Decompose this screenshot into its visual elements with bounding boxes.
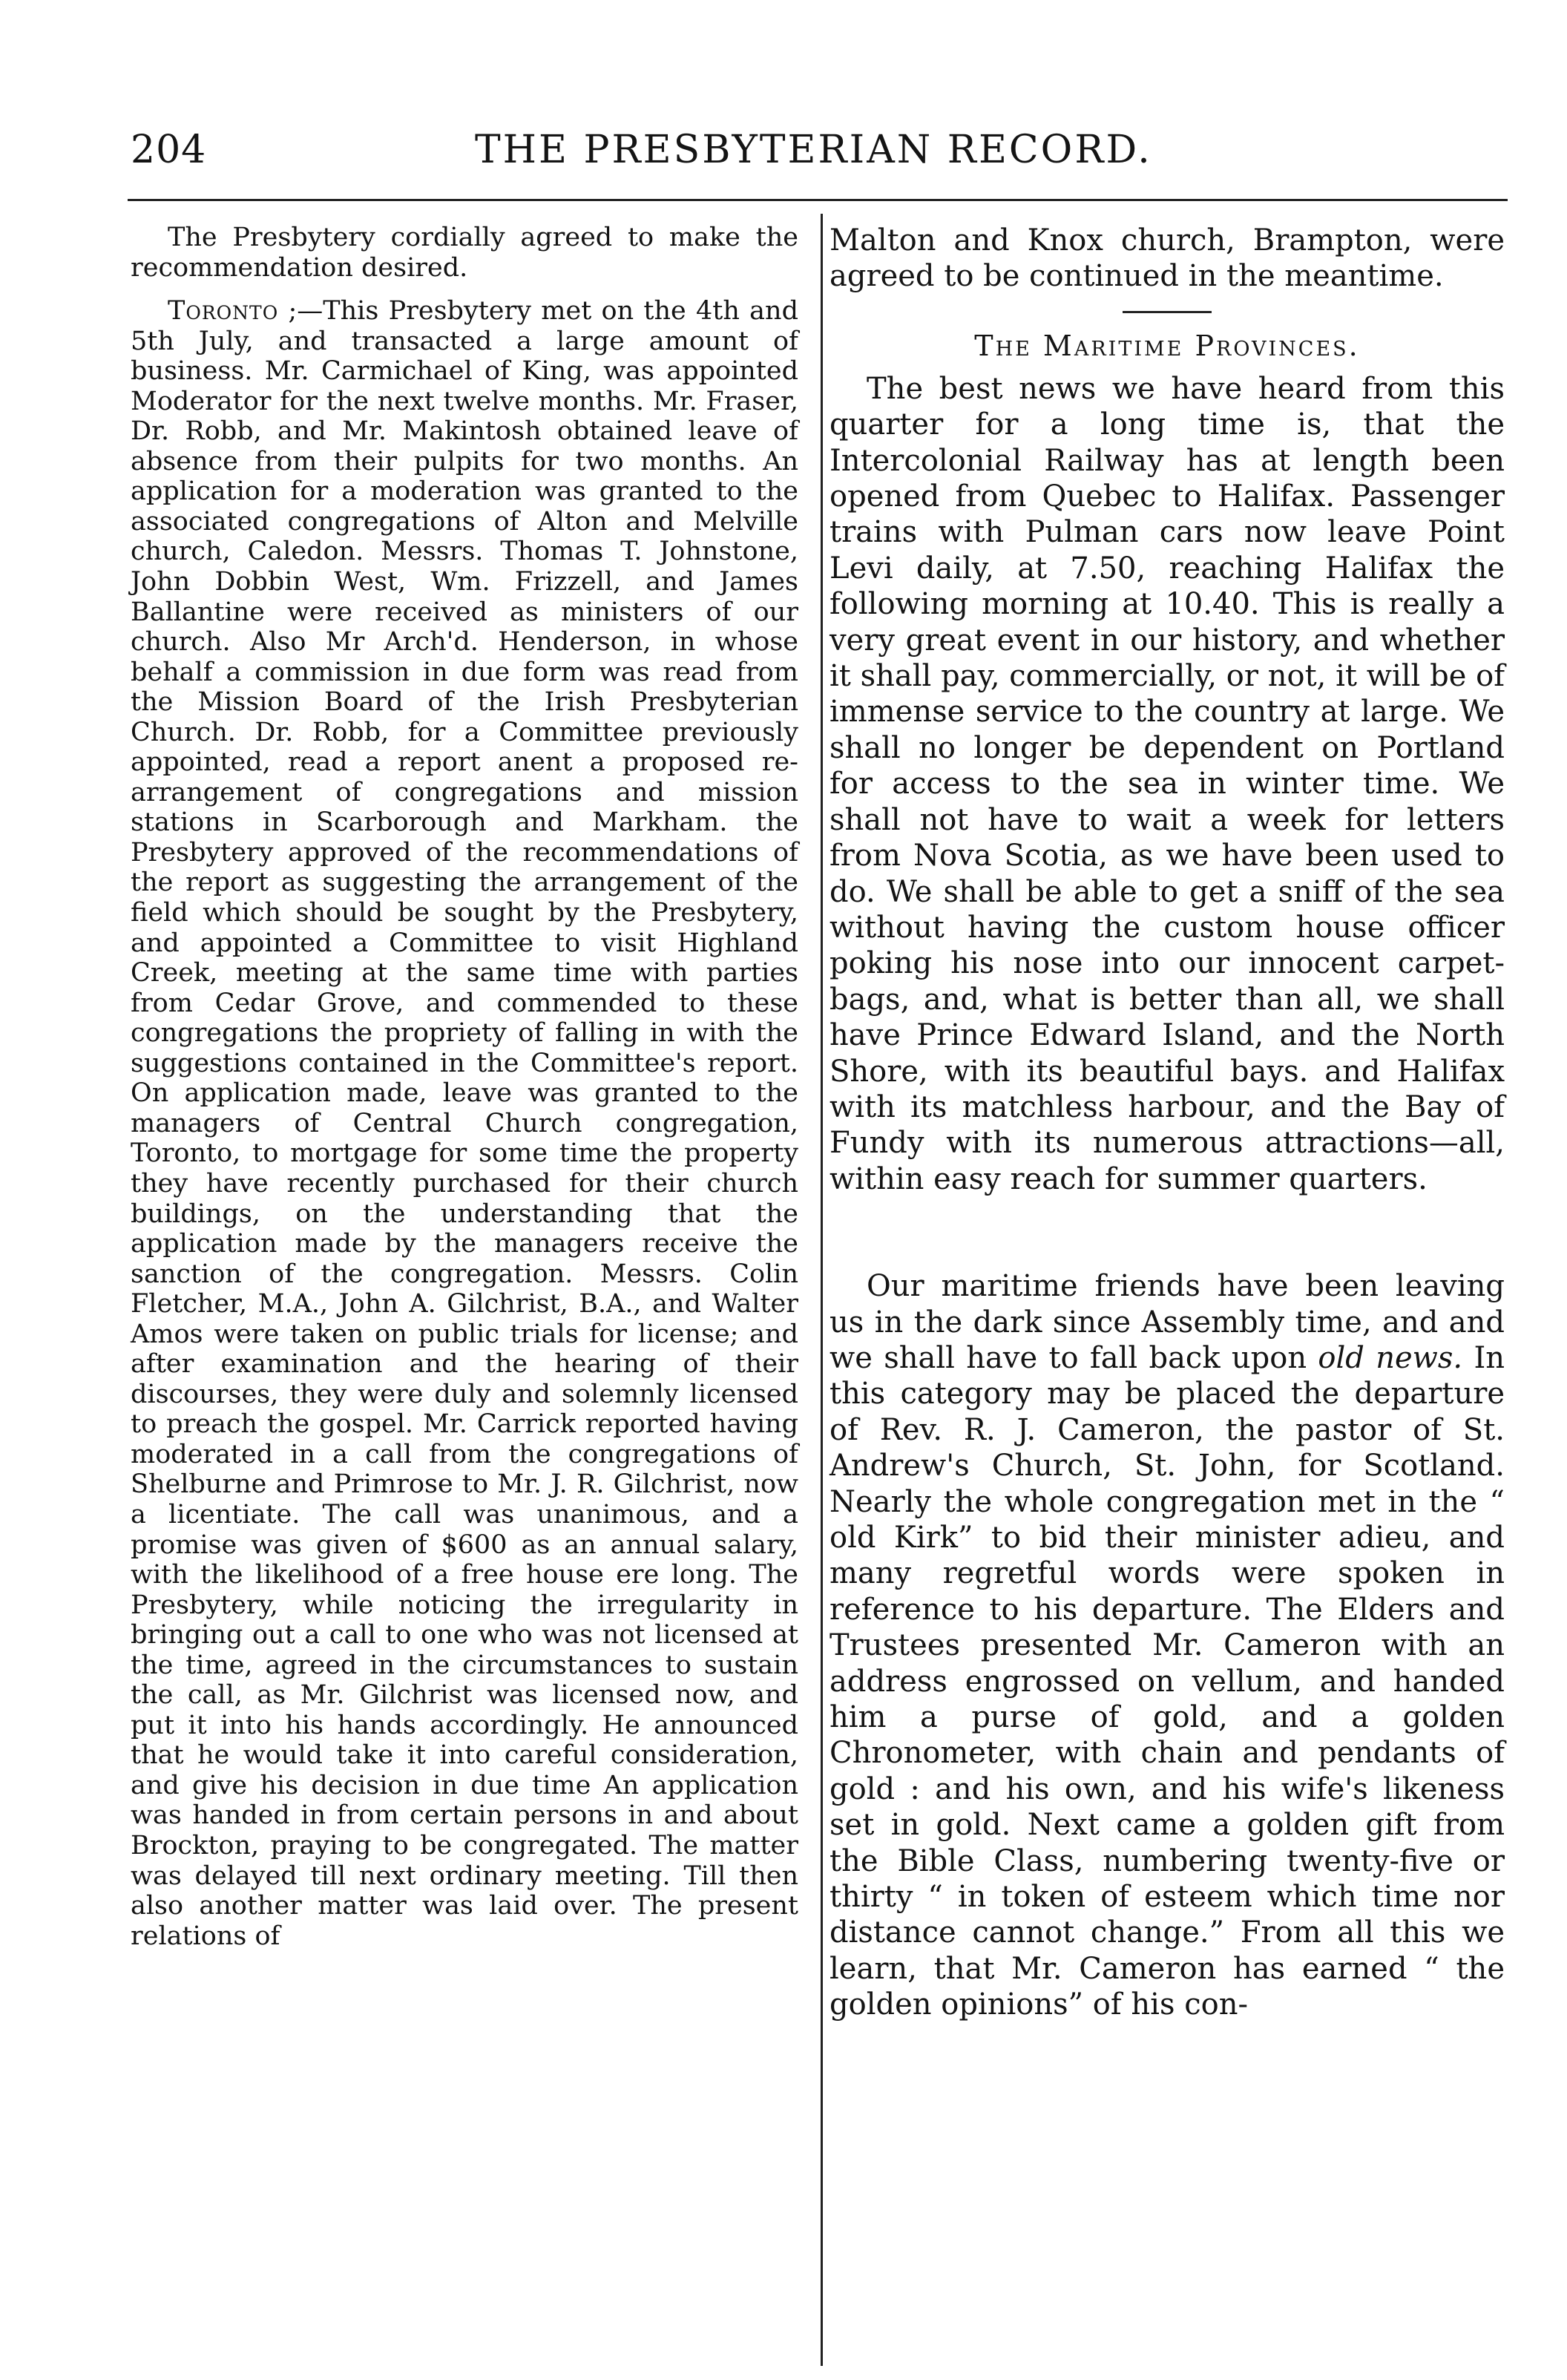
maritime-emphasis: old news.: [1318, 1340, 1463, 1375]
page-number: 204: [131, 128, 207, 172]
paragraph-presbytery-agreed: The Presbytery cordially agreed to make the recommendation desired.: [131, 223, 798, 283]
header-rule: [128, 199, 1508, 201]
right-column: [830, 223, 1505, 2023]
page-header: [0, 128, 1567, 187]
column-divider: [821, 214, 823, 2366]
left-column: [131, 223, 798, 1951]
section-rule: [1123, 311, 1212, 313]
maritime-text-b: In this category may be placed the departure of Rev. R. J. Cameron, the pastor of St. Andrew's Church, St. John, for Scotland. Nearly the whole congregation met in the “ old Kirk” to bid their minister adieu, and many regretful words were spoken in reference to his departure. The Elders and Trustees presented Mr. Cameron with an address engrossed on vellum, and handed him a purse of gold, and a golden Chronometer, with chain and pendants of gold : and his own, and his wife's likeness set in gold. Next came a golden gift from the Bible Class, numbering twenty-five or thirty “ in token of esteem which time nor distance cannot change.” From all this we learn, that Mr. Cameron has earned “ the golden opinions” of his con-: [830, 1340, 1505, 2022]
paragraph-maritime-friends: [830, 1268, 1505, 2023]
running-title: THE PRESBYTERIAN RECORD.: [475, 128, 1152, 172]
maritime-text-a: Our maritime friends have been leaving us in the dark since Assembly time, and and we shall have to fall back upon: [830, 1269, 1505, 1375]
section-gap: [830, 1197, 1505, 1268]
toronto-text: ;—This Presbytery met on the 4th and 5th July, and transacted a large amount of business. Mr. Carmichael of King, was appointed Moderator for the next twelve months. Mr. Fraser, Dr. Robb, and Mr. Makintosh obtained leave of absence from their pulpits for two months. An application for a moderation was granted to the associated congregations of Alton and Melville church, Caledon. Messrs. Thomas T. Johnstone, John Dobbin West, Wm. Frizzell, and James Ballantine were received as ministers of our church. Also Mr Arch'd. Henderson, in whose behalf a commission in due form was read from the Mission Board of the Irish Presbyterian Church. Dr. Robb, for a Committee previously appointed, read a report anent a proposed re-arrangement of congregations and mission stations in Scarborough and Markham. the Presbytery approved of the recommendations of the report as suggesting the arrangement of the field which should be sought by the Presbytery, and appointed a Committee to visit Highland Creek, meeting at the same time with parties from Cedar Grove, and commended to these congregations the propriety of falling in with the suggestions contained in the Committee's report. On application made, leave was granted to the managers of Central Church congregation, Toronto, to mortgage for some time the property they have recently purchased for their church buildings, on the understanding that the application made by the managers receive the sanction of the congregation. Messrs. Colin Fletcher, M.A., John A. Gilchrist, B.A., and Walter Amos were taken on public trials for license; and after examination and the hearing of their discourses, they were duly and solemnly licensed to preach the gospel. Mr. Carrick reported having moderated in a call from the congregations of Shelburne and Primrose to Mr. J. R. Gilchrist, now a licentiate. The call was unanimous, and a promise was given of $600 as an annual salary, with the likelihood of a free house ere long. The Presbytery, while noticing the irregularity in bringing out a call to one who was not licensed at the time, agreed in the circumstances to sustain the call, as Mr. Gilchrist was licensed now, and put it into his hands accordingly. He announced that he would take it into careful consideration, and give his decision in due time An application was handed in from certain persons in and about Brockton, praying to be congregated. The matter was delayed till next ordinary meeting. Till then also another matter was laid over. The present relations of: [131, 296, 798, 1951]
paragraph-intercolonial-railway: The best news we have heard from this quarter for a long time is, that the Intercolonial Railway has at length been opened from Quebec to Halifax. Passenger trains with Pulman cars now leave Point Levi daily, at 7.50, reaching Halifax the following morning at 10.40. This is really a very great event in our history, and whether it shall pay, commercially, or not, it will be of immense service to the country at large. We shall no longer be dependent on Portland for access to the sea in winter time. We shall not have to wait a week for letters from Nova Scotia, as we have been used to do. We shall be able to get a sniff of the sea without having the custom house officer poking his nose into our innocent carpet-bags, and, what is better than all, we shall have Prince Edward Island, and the North Shore, with its beautiful bays. and Halifax with its matchless harbour, and the Bay of Fundy with its numerous attractions—all, within easy reach for summer quarters.: [830, 371, 1505, 1196]
paragraph-toronto-presbytery: [131, 296, 798, 1951]
section-heading: The Maritime Provinces.: [974, 329, 1360, 362]
paragraph-gap: [131, 283, 798, 296]
toronto-lead: Toronto: [168, 296, 279, 327]
paragraph-malton-knox: Malton and Knox church, Brampton, were agreed to be continued in the meantime.: [830, 223, 1505, 294]
